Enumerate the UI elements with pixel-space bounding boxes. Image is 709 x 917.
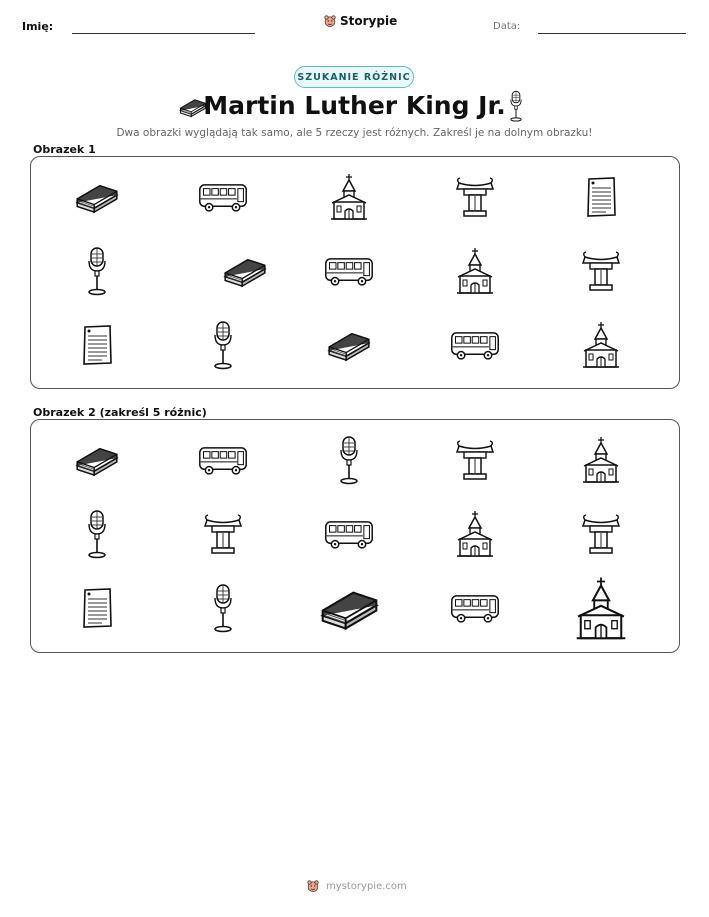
- church-icon[interactable]: [455, 510, 495, 558]
- picture-1-panel: [30, 156, 680, 389]
- bus-icon[interactable]: [197, 443, 249, 477]
- storypie-logo-icon: [323, 14, 337, 28]
- podium-icon[interactable]: [579, 512, 623, 556]
- book-icon: [73, 180, 121, 214]
- bus-icon[interactable]: [323, 517, 375, 551]
- paper-icon: [584, 176, 618, 218]
- podium-icon[interactable]: [201, 512, 245, 556]
- church-icon[interactable]: [581, 436, 621, 484]
- microphone-icon[interactable]: [337, 435, 361, 485]
- church-icon[interactable]: [574, 576, 628, 641]
- bus-icon: [197, 180, 249, 214]
- book-icon: [221, 254, 269, 288]
- storypie-logo-icon: [306, 879, 320, 893]
- microphone-icon: [85, 246, 109, 296]
- footer: [306, 879, 407, 893]
- microphone-icon[interactable]: [211, 583, 235, 633]
- paper-icon: [80, 324, 114, 366]
- picture-2-panel[interactable]: [30, 419, 680, 653]
- activity-badge: SZUKANIE RÓŻNIC: [294, 66, 414, 88]
- panel2-label: Obrazek 2 (zakreśl 5 różnic): [33, 406, 207, 419]
- podium-icon[interactable]: [453, 438, 497, 482]
- book-icon[interactable]: [317, 585, 382, 631]
- microphone-icon: [211, 320, 235, 370]
- name-label: Imię:: [22, 20, 54, 33]
- bus-icon: [449, 328, 501, 362]
- date-label: Data:: [493, 21, 521, 32]
- date-line[interactable]: [538, 33, 686, 34]
- podium-icon: [453, 175, 497, 219]
- microphone-icon[interactable]: [85, 509, 109, 559]
- brand-logo: [323, 14, 397, 28]
- name-line[interactable]: [72, 33, 255, 34]
- podium-icon: [579, 249, 623, 293]
- bus-icon[interactable]: [449, 591, 501, 625]
- panel1-label: Obrazek 1: [33, 143, 96, 156]
- church-icon: [581, 321, 621, 369]
- page-title: Martin Luther King Jr.: [203, 91, 506, 120]
- church-icon: [329, 173, 369, 221]
- book-icon[interactable]: [73, 443, 121, 477]
- brand-name: Storypie: [340, 14, 398, 28]
- book-icon: [325, 328, 373, 362]
- bus-icon: [323, 254, 375, 288]
- instructions: Dwa obrazki wyglądają tak samo, ale 5 rzeczy jest różnych. Zakreśl je na dolnym obrazku!: [116, 127, 593, 139]
- microphone-icon: [508, 90, 524, 122]
- footer-url[interactable]: mystorypie.com: [326, 880, 407, 892]
- church-icon: [455, 247, 495, 295]
- paper-icon[interactable]: [80, 587, 114, 629]
